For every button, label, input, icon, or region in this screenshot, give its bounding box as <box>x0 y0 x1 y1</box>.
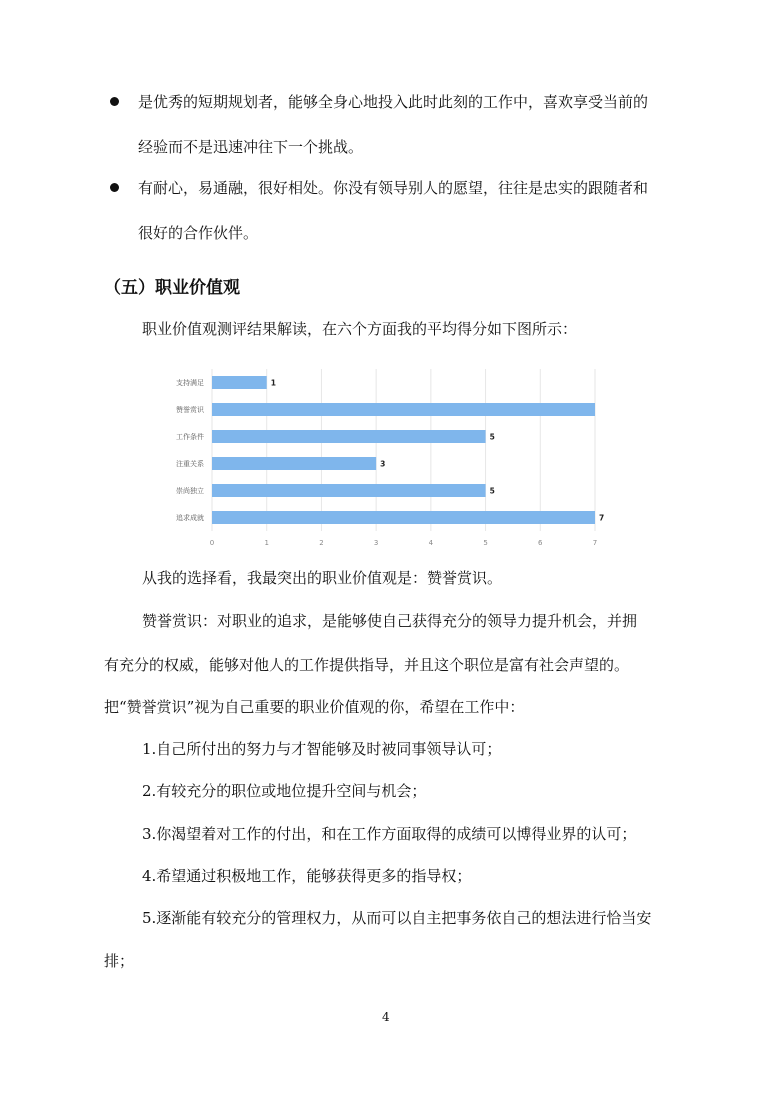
bullet-2-line-2: 很好的合作伙伴。 <box>138 224 259 242</box>
list-item-3: 3.你渴望着对工作的付出，和在工作方面取得的成绩可以博得业界的认可； <box>142 825 637 843</box>
bar <box>212 430 486 443</box>
list-item-4: 4.希望通过积极地工作，能够获得更多的指导权； <box>142 867 472 885</box>
description-line-3: 把“赞誉赏识”视为自己重要的职业价值观的你，希望在工作中： <box>104 698 525 716</box>
bar <box>212 403 595 416</box>
bar <box>212 376 267 389</box>
y-category-label: 支持满足 <box>176 379 204 387</box>
x-tick-label: 7 <box>592 539 598 547</box>
x-tick-label: 6 <box>538 539 543 547</box>
bar <box>212 484 486 497</box>
y-category-label: 工作条件 <box>176 433 204 441</box>
x-tick-label: 4 <box>428 539 434 547</box>
list-item-1: 1.自己所付出的努力与才智能够及时被同事领导认可； <box>142 740 502 758</box>
description-line-1: 赞誉赏识：对职业的追求，是能够使自己获得充分的领导力提升机会，并拥 <box>142 612 638 630</box>
conclusion-paragraph: 从我的选择看，我最突出的职业价值观是：赞誉赏识。 <box>142 569 503 587</box>
x-tick-label: 5 <box>483 539 488 547</box>
x-tick-label: 3 <box>373 539 379 547</box>
x-tick-label: 0 <box>209 539 215 547</box>
y-category-label: 崇尚独立 <box>176 487 204 495</box>
list-item-5: 5.逐渐能有较充分的管理权力，从而可以自主把事务依自己的想法进行恰当安 <box>142 909 652 927</box>
x-tick-label: 2 <box>319 539 324 547</box>
list-item-2: 2.有较充分的职位或地位提升空间与机会； <box>142 782 427 800</box>
y-category-label: 追求成就 <box>176 514 204 522</box>
description-line-2: 有充分的权威，能够对他人的工作提供指导，并且这个职位是富有社会声望的。 <box>104 656 630 674</box>
bar <box>212 511 595 524</box>
data-label: 5 <box>489 486 495 496</box>
y-category-label: 赞誉赏识 <box>176 406 204 414</box>
section-heading: （五）职业价值观 <box>104 278 240 298</box>
bullet-1-line-2: 经验而不是迅速冲往下一个挑战。 <box>138 138 364 156</box>
bullet-dot <box>110 97 119 106</box>
y-category-label: 注重关系 <box>176 460 204 468</box>
x-tick-label: 1 <box>264 539 269 547</box>
page-number: 4 <box>382 1010 390 1024</box>
data-label: 7 <box>599 513 605 523</box>
bullet-1-line-1: 是优秀的短期规划者，能够全身心地投入此时此刻的工作中，喜欢享受当前的 <box>138 93 649 111</box>
career-values-bar-chart <box>165 365 610 550</box>
bullet-dot <box>110 183 119 192</box>
list-item-5-cont: 排； <box>104 952 135 970</box>
intro-paragraph: 职业价值观测评结果解读，在六个方面我的平均得分如下图所示： <box>142 320 578 338</box>
bar <box>212 457 376 470</box>
bullet-2-line-1: 有耐心，易通融，很好相处。你没有领导别人的愿望，往往是忠实的跟随者和 <box>138 179 649 197</box>
data-label: 3 <box>380 459 386 469</box>
data-label: 5 <box>489 432 495 442</box>
data-label: 1 <box>270 378 276 388</box>
